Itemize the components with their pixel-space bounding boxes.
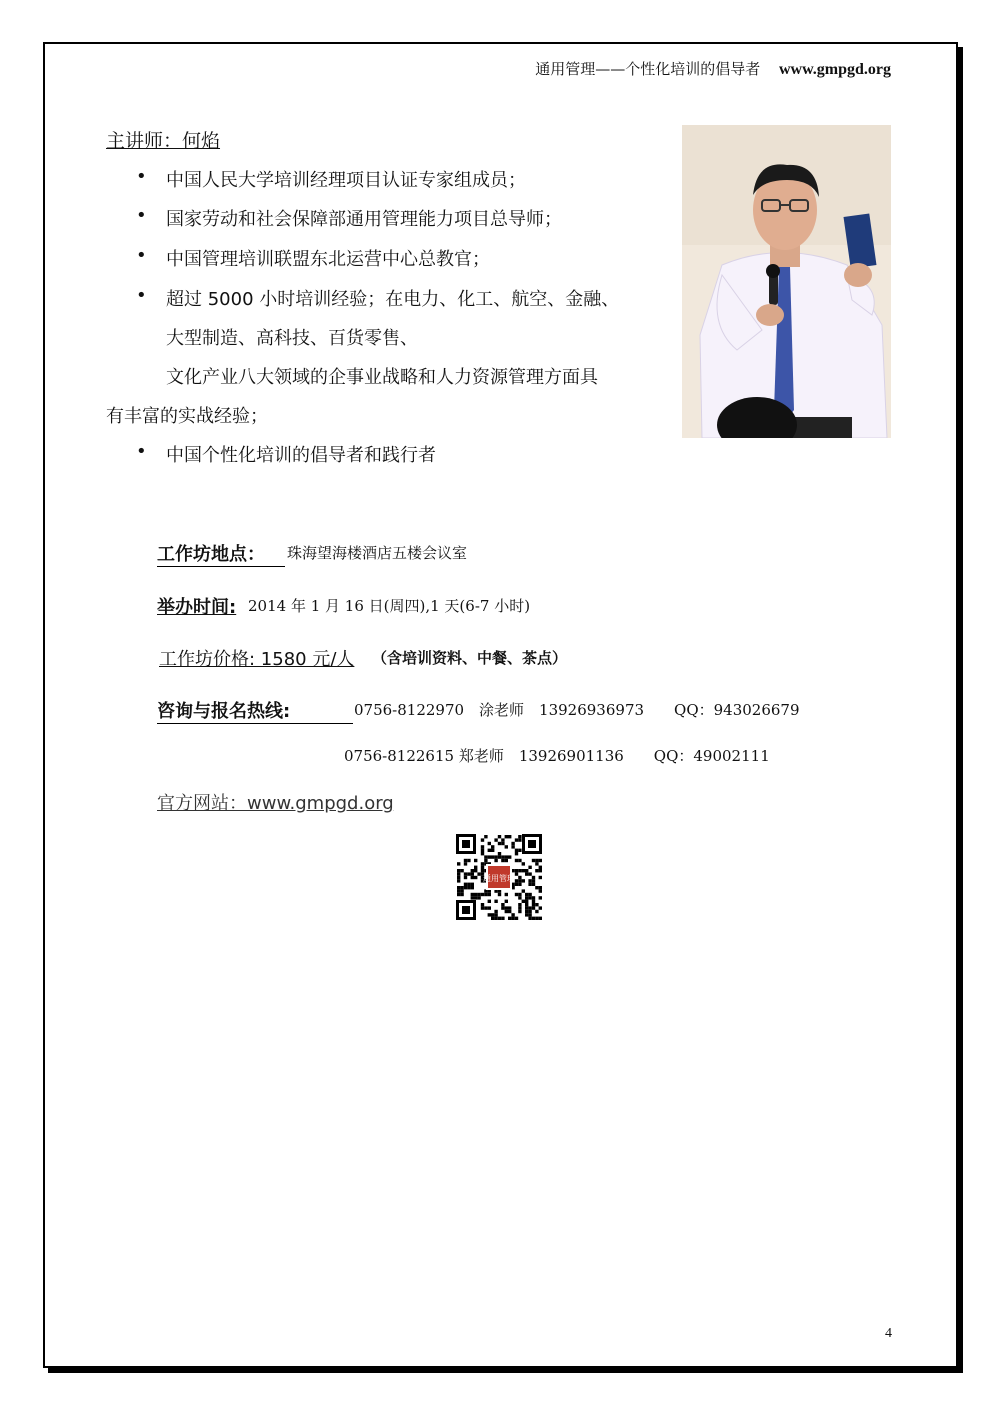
qr-code — [456, 834, 542, 920]
bullet-2: • — [136, 205, 147, 226]
bio-line-2: 国家劳动和社会保障部通用管理能力项目总导师； — [166, 209, 562, 230]
page-number: 4 — [885, 1326, 892, 1341]
bullet-4: • — [136, 285, 147, 306]
lecturer-title: 主讲师：何焰 — [106, 130, 221, 152]
header-url[interactable]: www.gmpgd.org — [778, 61, 891, 78]
price-label: 工作坊价格: 1580 元/人 — [159, 649, 355, 670]
bullet-1: • — [136, 166, 147, 187]
time-value: 2014 年 1 月 16 日(周四),1 天(6-7 小时) — [248, 597, 531, 615]
qr-stamp-text: 通用管理 — [483, 874, 515, 883]
bio-line-3: 中国管理培训联盟东北运营中心总教官； — [166, 249, 490, 270]
bullet-3: • — [136, 245, 147, 266]
contact-line-1: 0756-8122970 涂老师 13926936973 QQ：943026679 — [354, 701, 800, 719]
price-note: （含培训资料、中餐、茶点） — [372, 649, 568, 667]
location-value: 珠海望海楼酒店五楼会议室 — [287, 544, 468, 562]
bio-line-1: 中国人民大学培训经理项目认证专家组成员； — [166, 170, 526, 191]
official-website[interactable]: 官方网站：www.gmpgd.org — [157, 793, 394, 814]
lecturer-photo — [682, 125, 891, 438]
time-label: 举办时间: — [157, 597, 237, 618]
header-tagline: 通用管理——个性化培训的倡导者 — [535, 60, 761, 78]
bio-line-8: 中国个性化培训的倡导者和践行者 — [166, 445, 436, 466]
bio-line-5: 大型制造、高科技、百货零售、 — [166, 328, 418, 349]
contact-label: 咨询与报名热线: — [157, 697, 353, 724]
page-header — [535, 58, 891, 79]
bio-line-7: 有丰富的实战经验； — [106, 406, 268, 427]
contact-line-2: 0756-8122615 郑老师 13926901136 QQ：49002111 — [344, 747, 770, 765]
bullet-5: • — [136, 441, 147, 462]
location-label: 工作坊地点： — [157, 540, 285, 567]
bio-line-6: 文化产业八大领域的企事业战略和人力资源管理方面具 — [166, 367, 598, 388]
bio-line-4: 超过 5000 小时培训经验；在电力、化工、航空、金融、 — [166, 289, 620, 310]
